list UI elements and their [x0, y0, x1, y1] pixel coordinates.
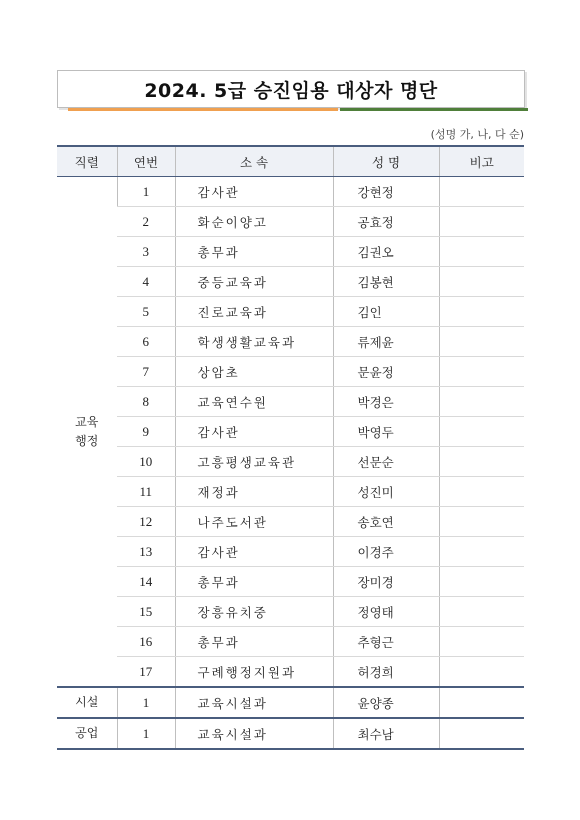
roster-table [57, 145, 524, 750]
remarks-cell [439, 177, 524, 207]
series-cell: 시설 [57, 687, 117, 718]
department-cell: 총무과 [175, 567, 333, 597]
table-row [57, 237, 524, 267]
name-cell: 송호연 [333, 507, 439, 537]
row-number: 17 [117, 657, 175, 688]
remarks-cell [439, 657, 524, 688]
row-number: 16 [117, 627, 175, 657]
remarks-cell [439, 207, 524, 237]
row-number: 1 [117, 687, 175, 718]
department-cell: 감사관 [175, 417, 333, 447]
remarks-cell [439, 687, 524, 718]
table-row [57, 447, 524, 477]
table-row [57, 718, 524, 749]
department-cell: 화순이양고 [175, 207, 333, 237]
department-cell: 진로교육과 [175, 297, 333, 327]
name-cell: 추형근 [333, 627, 439, 657]
table-row [57, 567, 524, 597]
col-header-remarks: 비고 [439, 146, 524, 177]
name-cell: 박영두 [333, 417, 439, 447]
name-cell: 선문순 [333, 447, 439, 477]
name-cell: 김봉현 [333, 267, 439, 297]
department-cell: 구례행정지원과 [175, 657, 333, 688]
table-row [57, 537, 524, 567]
row-number: 13 [117, 537, 175, 567]
name-cell: 김권오 [333, 237, 439, 267]
table-row [57, 687, 524, 718]
row-number: 8 [117, 387, 175, 417]
remarks-cell [439, 477, 524, 507]
table-body [57, 177, 524, 750]
remarks-cell [439, 237, 524, 267]
remarks-cell [439, 537, 524, 567]
table-row [57, 477, 524, 507]
department-cell: 교육시설과 [175, 718, 333, 749]
row-number: 1 [117, 177, 175, 207]
table-row [57, 297, 524, 327]
row-number: 7 [117, 357, 175, 387]
department-cell: 감사관 [175, 177, 333, 207]
name-cell: 문윤정 [333, 357, 439, 387]
row-number: 10 [117, 447, 175, 477]
name-cell: 강현정 [333, 177, 439, 207]
department-cell: 재정과 [175, 477, 333, 507]
department-cell: 교육시설과 [175, 687, 333, 718]
name-cell: 허경희 [333, 657, 439, 688]
remarks-cell [439, 357, 524, 387]
department-cell: 총무과 [175, 237, 333, 267]
remarks-cell [439, 718, 524, 749]
row-number: 3 [117, 237, 175, 267]
row-number: 9 [117, 417, 175, 447]
name-cell: 이경주 [333, 537, 439, 567]
col-header-department: 소 속 [175, 146, 333, 177]
department-cell: 나주도서관 [175, 507, 333, 537]
department-cell: 감사관 [175, 537, 333, 567]
table-row [57, 267, 524, 297]
remarks-cell [439, 267, 524, 297]
row-number: 5 [117, 297, 175, 327]
remarks-cell [439, 327, 524, 357]
remarks-cell [439, 297, 524, 327]
remarks-cell [439, 447, 524, 477]
department-cell: 장흥유치중 [175, 597, 333, 627]
col-header-name: 성 명 [333, 146, 439, 177]
remarks-cell [439, 627, 524, 657]
title-accent-green [340, 108, 528, 111]
document-title: 2024. 5급 승진임용 대상자 명단 [144, 80, 438, 102]
table-row [57, 357, 524, 387]
table-row [57, 627, 524, 657]
department-cell: 중등교육과 [175, 267, 333, 297]
name-cell: 성진미 [333, 477, 439, 507]
remarks-cell [439, 387, 524, 417]
title-accent-orange [68, 108, 338, 111]
remarks-cell [439, 567, 524, 597]
department-cell: 상암초 [175, 357, 333, 387]
title-box [57, 70, 525, 108]
row-number: 4 [117, 267, 175, 297]
name-cell: 장미경 [333, 567, 439, 597]
row-number: 1 [117, 718, 175, 749]
header-row [57, 146, 524, 177]
sort-note: (성명 가, 나, 다 순) [430, 128, 524, 141]
row-number: 2 [117, 207, 175, 237]
department-cell: 교육연수원 [175, 387, 333, 417]
row-number: 15 [117, 597, 175, 627]
col-header-series: 직렬 [57, 146, 117, 177]
series-cell: 교육 행정 [57, 177, 117, 688]
department-cell: 고흥평생교육관 [175, 447, 333, 477]
name-cell: 류제윤 [333, 327, 439, 357]
series-cell: 공업 [57, 718, 117, 749]
remarks-cell [439, 597, 524, 627]
table-row [57, 177, 524, 207]
name-cell: 김인 [333, 297, 439, 327]
table-row [57, 207, 524, 237]
table-row [57, 657, 524, 688]
table-row [57, 387, 524, 417]
name-cell: 박경은 [333, 387, 439, 417]
department-cell: 학생생활교육과 [175, 327, 333, 357]
row-number: 11 [117, 477, 175, 507]
table-row [57, 507, 524, 537]
name-cell: 공효정 [333, 207, 439, 237]
remarks-cell [439, 417, 524, 447]
table-row [57, 597, 524, 627]
row-number: 14 [117, 567, 175, 597]
col-header-number: 연번 [117, 146, 175, 177]
name-cell: 정영태 [333, 597, 439, 627]
name-cell: 최수남 [333, 718, 439, 749]
table-row [57, 327, 524, 357]
table-row [57, 417, 524, 447]
department-cell: 총무과 [175, 627, 333, 657]
row-number: 12 [117, 507, 175, 537]
name-cell: 윤양종 [333, 687, 439, 718]
remarks-cell [439, 507, 524, 537]
row-number: 6 [117, 327, 175, 357]
